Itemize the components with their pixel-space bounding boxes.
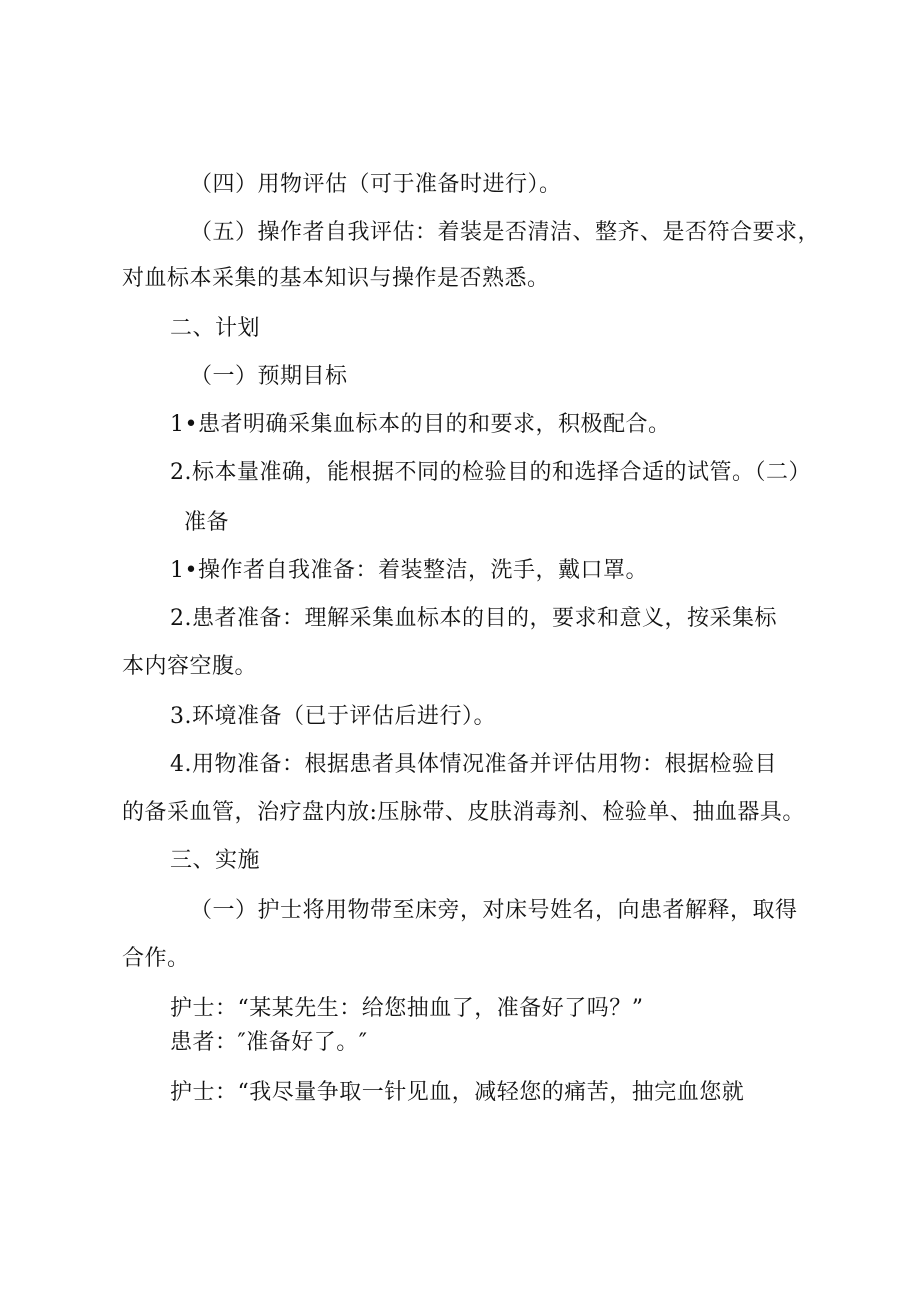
paragraph-line-16: （一）护士将用物带至床旁，对床号姓名，向患者解释，取得 (190, 898, 798, 923)
subheading-goals: （一）预期目标 (190, 364, 348, 389)
paragraph-line-9: 1•操作者自我准备：着装整洁，洗手，戴口罩。 (170, 558, 648, 583)
dialogue-nurse-1: 护士：“某某先生：给您抽血了，准备好了吗？” (170, 996, 644, 1021)
dialogue-patient-1: 患者：″准备好了。″ (170, 1030, 368, 1055)
paragraph-line-7: 2.标本量准确，能根据不同的检验目的和选择合适的试管。（二） (170, 460, 811, 485)
paragraph-line-13: 4.用物准备：根据患者具体情况准备并评估用物：根据检验目 (170, 752, 777, 777)
paragraph-line-10: 2.患者准备：理解采集血标本的目的，要求和意义，按采集标 (170, 606, 777, 631)
section-heading-implementation: 三、实施 (170, 848, 261, 873)
paragraph-line-17: 合作。 (122, 946, 190, 971)
paragraph-line-2: （五）操作者自我评估：着装是否清洁、整齐、是否符合要求， (190, 220, 821, 245)
paragraph-line-12: 3.环境准备（已于评估后进行）。 (170, 704, 496, 729)
paragraph-line-14: 的备采血管，治疗盘内放:压脉带、皮肤消毒剂、检验单、抽血器具。 (122, 800, 805, 825)
subheading-preparation: 准备 (184, 510, 230, 535)
dialogue-nurse-2: 护士：“我尽量争取一针见血，减轻您的痛苦，抽完血您就 (170, 1080, 745, 1105)
section-heading-plan: 二、计划 (170, 316, 261, 341)
paragraph-line-3: 对血标本采集的基本知识与操作是否熟悉。 (122, 266, 550, 291)
paragraph-line-1: （四）用物评估（可于准备时进行）。 (190, 172, 562, 197)
paragraph-line-6: 1•患者明确采集血标本的目的和要求，积极配合。 (170, 412, 671, 437)
paragraph-line-11: 本内容空腹。 (122, 654, 258, 679)
